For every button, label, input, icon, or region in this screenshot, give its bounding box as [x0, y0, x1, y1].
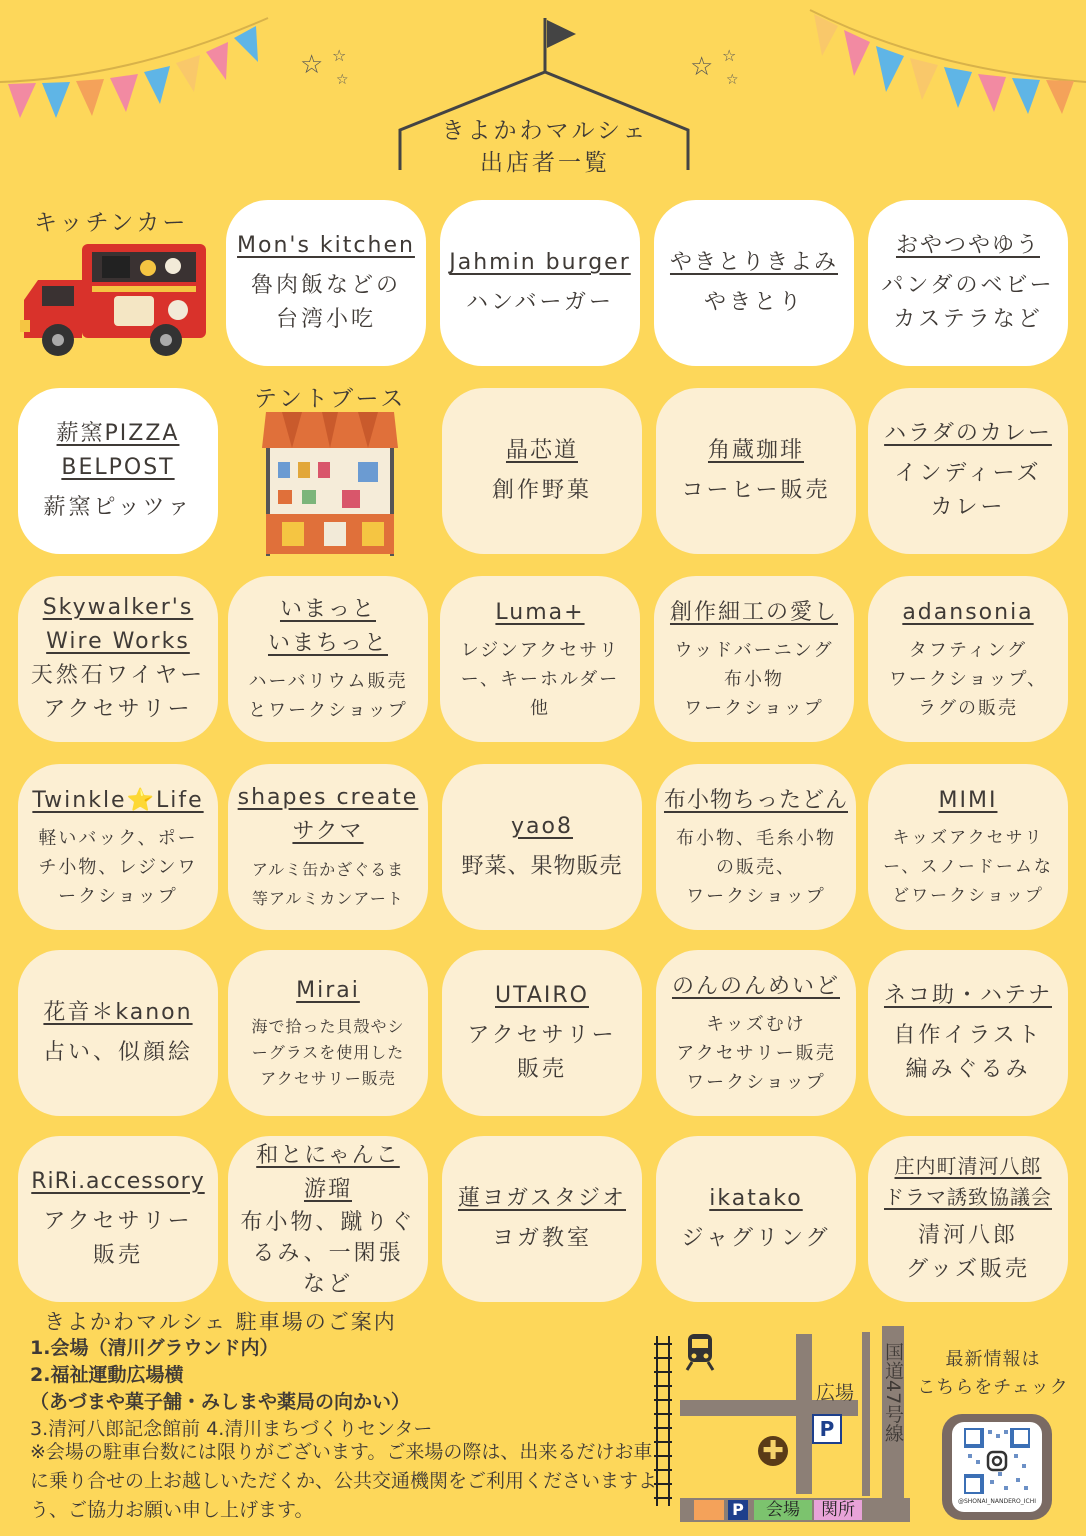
vendor-description: 自作イラスト 編みぐるみ — [893, 1023, 1043, 1082]
vendor-name: UTAIRO — [495, 983, 589, 1008]
vendor-description: 占い、似顔絵 — [42, 1040, 193, 1065]
kitchen-car-heading: キッチンカー — [34, 210, 189, 236]
vendor-card-mirai — [228, 950, 428, 1116]
vendor-card-oyatsuya-yuu — [868, 200, 1068, 366]
vendor-name: いまっと いまちっと — [267, 597, 388, 656]
vendor-card-jahmin-burger — [440, 200, 640, 366]
vendor-name: 角蔵珈琲 — [707, 438, 804, 463]
vendor-name: 庄内町清河八郎 ドラマ誘致協議会 — [884, 1154, 1052, 1209]
vendor-description: 軽いバック、ポー チ小物、レジンワ ークショップ — [38, 827, 198, 907]
vendor-description: 薪窯ピッツァ — [43, 495, 193, 520]
vendor-card-harada-curry — [868, 388, 1068, 554]
map-checkpoint-label: 関所 — [814, 1500, 862, 1520]
vendor-card-imatto — [228, 576, 428, 742]
map-parking-icon: P — [812, 1414, 842, 1444]
instagram-qr-code[interactable] — [942, 1414, 1052, 1520]
vendor-description: 清河八郎 グッズ販売 — [906, 1223, 1030, 1282]
vendor-card-shoshindo — [442, 388, 642, 554]
vendor-description: アルミ缶かざぐるま 等アルミカンアート — [251, 860, 405, 908]
vendor-card-nonnon-maid — [656, 950, 856, 1116]
vendor-card-kakukura-coffee — [656, 388, 856, 554]
vendor-description: 創作野菓 — [491, 478, 592, 503]
vendor-description: キッズむけ アクセサリー販売 ワークショップ — [676, 1013, 836, 1093]
parking-line-1: 1.会場（清川グラウンド内） — [30, 1337, 279, 1359]
vendor-description: 魯肉飯などの 台湾小吃 — [250, 273, 401, 332]
vendor-name: 花音＊kanon — [43, 1000, 193, 1025]
vendor-card-nekosuke-hatena — [868, 950, 1068, 1116]
vendor-name: MIMI — [938, 787, 998, 813]
vendor-name: やきとりきよみ — [669, 250, 838, 275]
vendor-card-luma — [440, 576, 640, 742]
map-route-label: 国道47号線 — [882, 1342, 904, 1443]
latest-line-2: こちらをチェック — [917, 1377, 1069, 1398]
map-plaza-label: 広場 — [816, 1382, 855, 1404]
vendor-description: 布小物、蹴りぐ るみ、一閑張 など — [240, 1209, 416, 1297]
vendor-card-wa-to-nyanko — [228, 1136, 428, 1302]
parking-line-2: 2.福祉運動広場横 — [30, 1364, 184, 1386]
vendor-description: ハーバリウム販売 とワークショップ — [248, 671, 408, 721]
vendor-card-yakitori-kiyomi — [654, 200, 854, 366]
vendor-description: コーヒー販売 — [681, 478, 831, 503]
vendor-description: パンダのベビー カステラなど — [881, 273, 1055, 332]
vendor-card-ikatako — [656, 1136, 856, 1302]
vendor-card-belpost — [18, 388, 218, 554]
vendor-name: おやつやゆう — [895, 233, 1040, 258]
vendor-name: 和とにゃんこ 游瑠 — [256, 1142, 400, 1202]
map-venue-label: 会場 — [754, 1500, 812, 1520]
vendor-description: タフティング ワークショップ、 ラグの販売 — [888, 639, 1048, 719]
title-line-1: きよかわマルシェ — [441, 118, 649, 144]
food-truck-illustration — [18, 240, 210, 362]
vendor-description: アクセサリー 販売 — [467, 1023, 617, 1082]
vendor-description: やきとり — [703, 290, 804, 315]
vendor-name: yao8 — [511, 814, 573, 839]
vendor-name: adansonia — [902, 599, 1034, 625]
vendor-card-skywalkers — [18, 576, 218, 742]
vendor-name: 創作細工の愛し — [669, 599, 838, 625]
vendor-card-chittadon — [656, 764, 856, 930]
vendor-name: Twinkle⭐Life — [32, 787, 204, 813]
railway-track — [652, 1336, 674, 1506]
bunting-left — [0, 0, 280, 140]
vendor-card-yao8 — [442, 764, 642, 930]
bunting-right — [800, 0, 1086, 140]
vendor-card-kiyokawa-hachiro-council — [868, 1136, 1068, 1302]
star-icon: ☆ — [722, 46, 737, 65]
map-parking-icon-2: P — [728, 1500, 748, 1520]
tent-booth-heading: テントブース — [254, 386, 407, 412]
vendor-name: 布小物ちったどん — [663, 787, 848, 813]
hospital-icon: ✚ — [758, 1436, 788, 1466]
latest-info-text — [910, 1346, 1076, 1402]
vendor-name: shapes create サクマ — [237, 785, 419, 844]
vendor-name: Luma+ — [495, 599, 585, 625]
vendor-name: Mon's kitchen — [237, 233, 415, 258]
page-title — [395, 115, 695, 179]
vendor-description: ジャグリング — [681, 1226, 831, 1251]
parking-line-3: （あづまや菓子舗・みしまや薬局の向かい） — [30, 1391, 411, 1413]
vendor-description: インディーズ カレー — [894, 461, 1042, 520]
parking-note: ※会場の駐車台数には限りがございます。ご来場の際は、出来るだけお車に乗り合せの上お越しいただくか、公共交通機関をご利用くださいますよう、ご協力お願い申し上げます。 — [30, 1441, 658, 1521]
star-icon: ☆ — [726, 72, 739, 88]
vendor-description: ヨガ教室 — [491, 1226, 592, 1251]
star-icon: ☆ — [300, 50, 324, 80]
access-map — [650, 1326, 910, 1526]
qr-code-icon — [964, 1428, 1030, 1494]
vendor-description: キッズアクセサリ ー、スノードームな どワークショップ — [883, 827, 1053, 906]
vendor-description: ウッドバーニング 布小物 ワークショップ — [674, 639, 834, 719]
parking-line-4: 3.清河八郎記念館前 4.清川まちづくりセンター — [30, 1418, 433, 1440]
vendor-card-sousaku-saiku — [654, 576, 854, 742]
qr-handle: @SHONAI_NANDERO_ICHI — [957, 1498, 1037, 1505]
vendor-name: ハラダのカレー — [884, 421, 1052, 446]
vendor-description: 野菜、果物販売 — [461, 854, 623, 879]
vendor-name: 蓮ヨガスタジオ — [457, 1186, 626, 1211]
vendor-name: 薪窯PIZZA BELPOST — [56, 421, 180, 480]
vendor-name: Mirai — [296, 978, 360, 1003]
vendor-card-utairo — [442, 950, 642, 1116]
vendor-description: アクセサリー 販売 — [43, 1209, 193, 1268]
star-icon: ☆ — [332, 46, 347, 65]
vendor-name: ネコ助・ハテナ — [883, 983, 1052, 1008]
star-icon: ☆ — [336, 72, 349, 88]
vendor-card-shapes-create — [228, 764, 428, 930]
latest-line-1: 最新情報は — [945, 1349, 1041, 1370]
map-block — [694, 1500, 724, 1520]
vendor-description: レジンアクセサリ ー、キーホルダー 他 — [460, 639, 620, 719]
vendor-description: ハンバーガー — [465, 290, 615, 315]
star-icon: ☆ — [690, 52, 714, 82]
vendor-name: 晶芯道 — [505, 438, 578, 463]
vendor-card-twinkle-life — [18, 764, 218, 930]
tent-booth-illustration — [262, 406, 398, 558]
vendor-name: Jahmin burger — [449, 250, 631, 275]
vendor-card-mons-kitchen — [226, 200, 426, 366]
parking-title: きよかわマルシェ 駐車場のご案内 — [44, 1310, 397, 1334]
train-icon — [684, 1332, 716, 1372]
vendor-card-mimi — [868, 764, 1068, 930]
vendor-card-riri-accessory — [18, 1136, 218, 1302]
vendor-name: のんのんめいど — [671, 973, 840, 999]
vendor-card-ren-yoga — [442, 1136, 642, 1302]
vendor-description: 海で拾った貝殻やシ ーグラスを使用した アクセサリー販売 — [251, 1017, 405, 1088]
vendor-card-adansonia — [868, 576, 1068, 742]
title-line-2: 出店者一覧 — [480, 150, 610, 176]
vendor-description: 布小物、毛糸小物 の販売、 ワークショップ — [676, 827, 836, 907]
vendor-name: Skywalker's Wire Works — [42, 595, 194, 654]
vendor-name: ikatako — [709, 1186, 803, 1211]
vendor-name: RiRi.accessory — [31, 1169, 205, 1194]
vendor-description: 天然石ワイヤー アクセサリー — [30, 663, 206, 722]
vendor-card-kanon — [18, 950, 218, 1116]
